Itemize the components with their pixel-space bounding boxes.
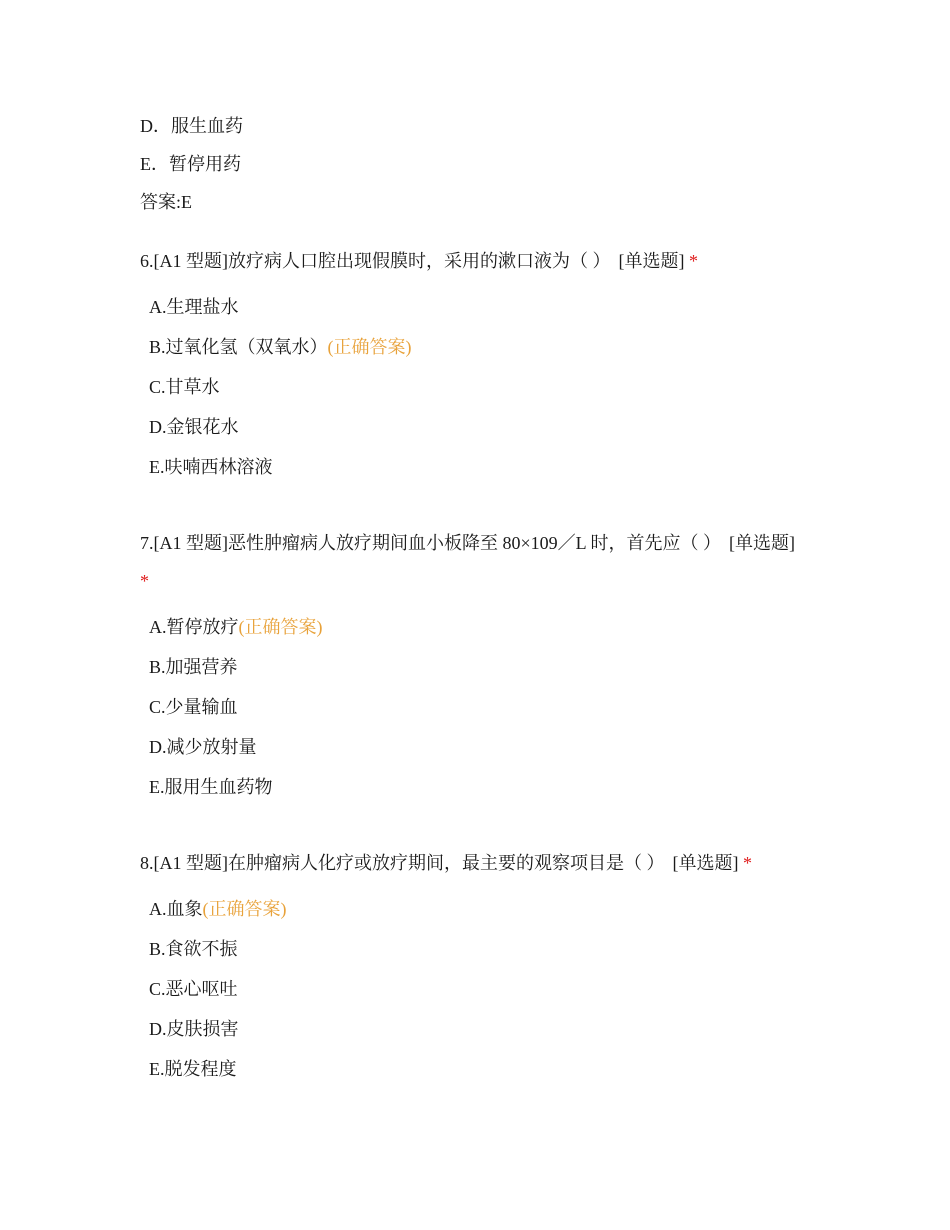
required-mark: * [743, 853, 752, 873]
question-8-text: 8.[A1 型题]在肿瘤病人化疗或放疗期间，最主要的观察项目是（ ） [140, 853, 665, 873]
question-6-option-a: A.生理盐水 [149, 297, 239, 317]
question-8-option-c: C.恶心呕吐 [149, 979, 238, 999]
question-7-option-e: E.服用生血药物 [149, 777, 273, 797]
question-7-type: [单选题] [728, 533, 795, 553]
question-6-stem [140, 242, 795, 280]
correct-answer-label: (正确答案) [238, 617, 323, 637]
question-8-type: [单选题] [672, 853, 739, 873]
question-6-option-b [149, 335, 412, 359]
question-8-stem [140, 844, 795, 882]
question-8-option-d: D.皮肤损害 [149, 1019, 239, 1039]
prev-answer: 答案:E [140, 192, 192, 212]
option-text: A.暂停放疗 [149, 617, 239, 637]
question-6-option-c: C.甘草水 [149, 377, 220, 397]
question-6-type: [单选题] [618, 251, 685, 271]
question-7-option-b: B.加强营养 [149, 657, 238, 677]
question-8-option-e: E.脱发程度 [149, 1059, 237, 1079]
question-8-option-b: B.食欲不振 [149, 939, 238, 959]
correct-answer-label: (正确答案) [327, 337, 412, 357]
question-6-option-e: E.呋喃西林溶液 [149, 457, 273, 477]
question-8-option-a [149, 897, 287, 921]
option-text: A.血象 [149, 899, 203, 919]
required-mark: * [140, 571, 149, 591]
option-text: B.过氧化氢（双氧水） [149, 337, 328, 357]
question-7-option-d: D.减少放射量 [149, 737, 257, 757]
question-7-stem [140, 524, 795, 600]
question-7-option-c: C.少量输血 [149, 697, 238, 717]
prev-option-d: D．服生血药 [140, 116, 243, 136]
required-mark: * [689, 251, 698, 271]
question-7-text: 7.[A1 型题]恶性肿瘤病人放疗期间血小板降至 80×109／L 时，首先应（ ） [140, 533, 721, 553]
question-6-option-d: D.金银花水 [149, 417, 239, 437]
correct-answer-label: (正确答案) [202, 899, 287, 919]
question-7-option-a [149, 615, 323, 639]
question-6-text: 6.[A1 型题]放疗病人口腔出现假膜时，采用的漱口液为（ ） [140, 251, 611, 271]
prev-option-e: E．暂停用药 [140, 154, 241, 174]
